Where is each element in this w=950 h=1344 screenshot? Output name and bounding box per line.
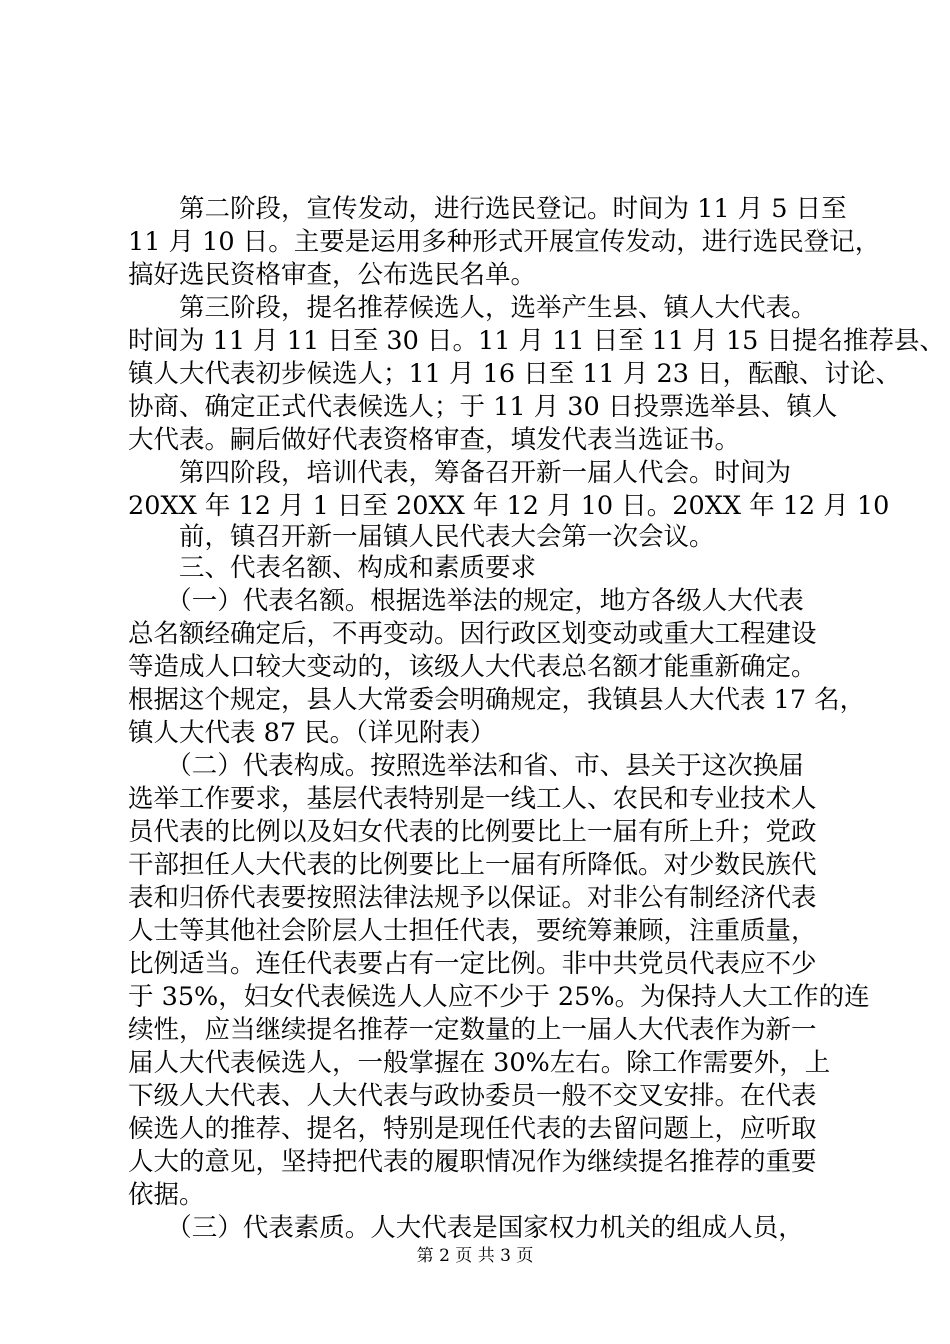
text-line: 比例适当。连任代表要占有一定比例。非中共党员代表应不少 [128,949,817,979]
text-line: 总名额经确定后，不再变动。因行政区划变动或重大工程建设 [128,619,817,649]
text-line: 干部担任人大代表的比例要比上一届有所降低。对少数民族代 [128,850,817,880]
text-line: 搞好选民资格审查，公布选民名单。 [128,260,537,290]
text-line: 候选人的推荐、提名，特别是现任代表的去留问题上，应听取 [128,1114,817,1144]
page-footer: 第 2 页 共 3 页 [416,1246,534,1266]
text-line: 镇人大代表 87 民。（详见附表） [128,718,496,748]
text-line: 第二阶段，宣传发动，进行选民登记。时间为 11 月 5 日至 [128,194,847,224]
text-line: 续性，应当继续提名推荐一定数量的上一届人大代表作为新一 [128,1015,817,1045]
text-line: （一）代表名额。根据选举法的规定，地方各级人大代表 [128,586,804,616]
text-line: 11 月 10 日。主要是运用多种形式开展宣传发动，进行选民登记， [128,227,881,257]
text-line: 人大的意见，坚持把代表的履职情况作为继续提名推荐的重要 [128,1147,817,1177]
text-line: 选举工作要求，基层代表特别是一线工人、农民和专业技术人 [128,784,817,814]
text-line: 下级人大代表、人大代表与政协委员一般不交叉安排。在代表 [128,1081,817,1111]
text-line: 第三阶段，提名推荐候选人，选举产生县、镇人大代表。 [128,293,817,323]
text-line: 等造成人口较大变动的，该级人大代表总名额才能重新确定。 [128,652,817,682]
text-line: （三）代表素质。人大代表是国家权力机关的组成人员， [128,1213,804,1243]
text-line: 依据。 [128,1180,205,1210]
text-line: 表和归侨代表要按照法律法规予以保证。对非公有制经济代表 [128,883,817,913]
text-line: 镇人大代表初步候选人；11 月 16 日至 11 月 23 日，酝酿、讨论、 [128,359,902,389]
text-line: 协商、确定正式代表候选人；于 11 月 30 日投票选举县、镇人 [128,392,838,422]
text-line: （二）代表构成。按照选举法和省、市、县关于这次换届 [128,751,804,781]
text-line: 大代表。嗣后做好代表资格审查，填发代表当选证书。 [128,425,741,455]
text-line: 前，镇召开新一届镇人民代表大会第一次会议。 [128,522,715,552]
text-line: 员代表的比例以及妇女代表的比例要比上一届有所上升；党政 [128,817,817,847]
section-heading: 三、代表名额、构成和素质要求 [128,553,537,583]
text-line: 时间为 11 月 11 日至 30 日。11 月 11 日至 11 月 15 日提名推荐县、 [128,326,946,356]
text-line: 于 35%，妇女代表候选人人应不少于 25%。为保持人大工作的连 [128,982,870,1012]
text-line: 届人大代表候选人，一般掌握在 30%左右。除工作需要外，上 [128,1048,831,1078]
text-line: 人士等其他社会阶层人士担任代表，要统筹兼顾，注重质量， [128,916,817,946]
text-line: 20XX 年 12 月 1 日至 20XX 年 12 月 10 日。20XX 年 12 月 10 [128,491,890,521]
text-line: 根据这个规定，县人大常委会明确规定，我镇县人大代表 17 名， [128,685,866,715]
text-line: 第四阶段，培训代表，筹备召开新一届人代会。时间为 [128,458,792,488]
